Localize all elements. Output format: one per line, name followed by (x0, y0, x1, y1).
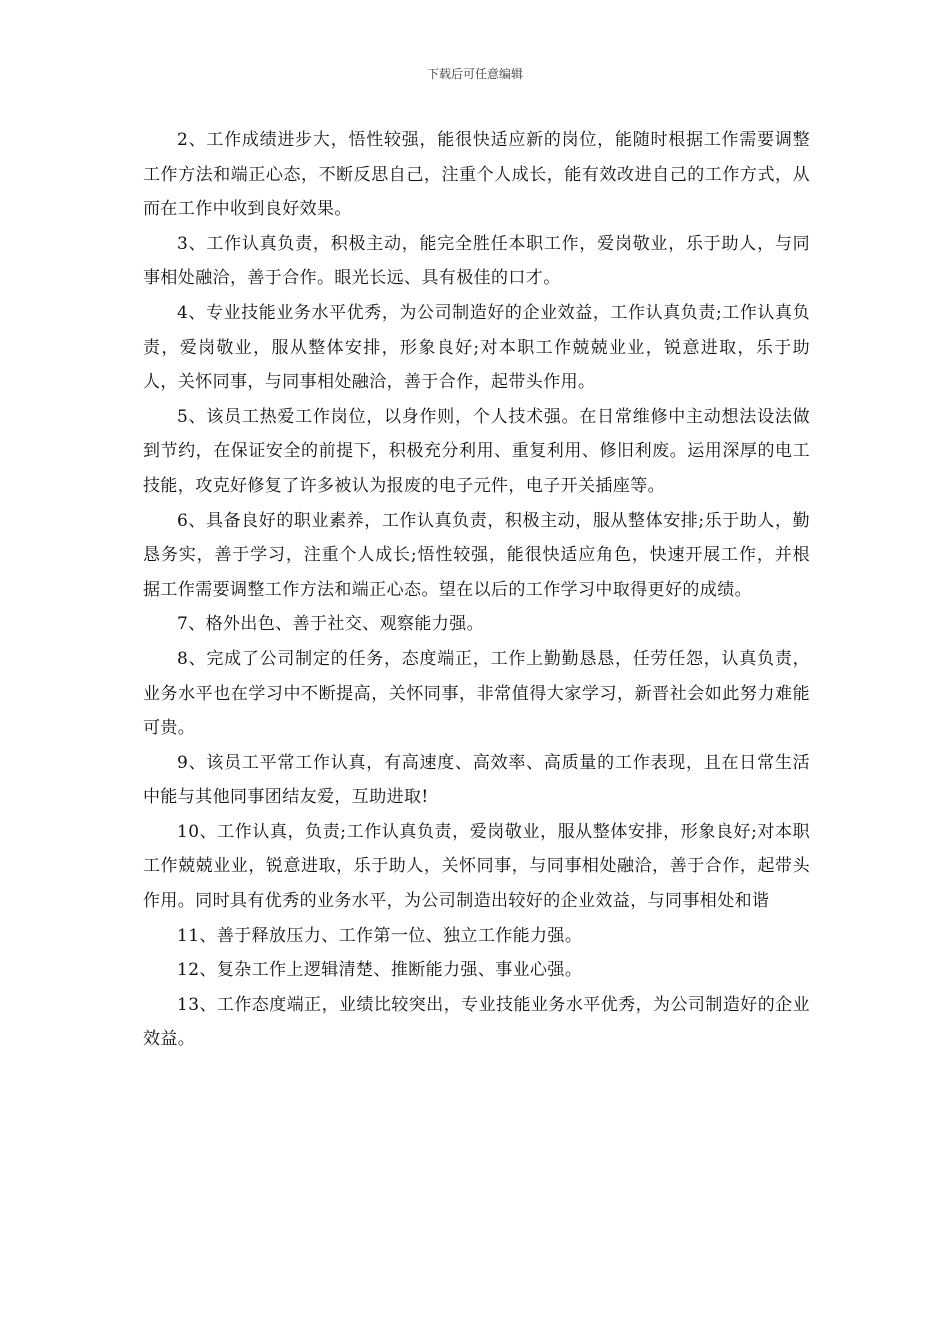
paragraph-item-8: 8、完成了公司制定的任务，态度端正，工作上勤勤恳恳，任劳任怨，认真负责，业务水平也在学习中不断提高，关怀同事，非常值得大家学习，新晋社会如此努力难能可贵。 (143, 648, 810, 739)
document-body (143, 123, 810, 1057)
paragraph-item-9: 9、该员工平常工作认真，有高速度、高效率、高质量的工作表现，且在日常生活中能与其他同事团结友爱，互助进取! (143, 752, 810, 808)
paragraph-item-2: 2、工作成绩进步大，悟性较强，能很快适应新的岗位，能随时根据工作需要调整工作方法和端正心态，不断反思自己，注重个人成长，能有效改进自己的工作方式，从而在工作中收到良好效果。 (143, 130, 810, 220)
paragraph-item-12: 12、复杂工作上逻辑清楚、推断能力强、事业心强。 (177, 960, 583, 981)
paragraph-item-4: 4、专业技能业务水平优秀，为公司制造好的企业效益，工作认真负责;工作认真负责，爱岗敬业，服从整体安排，形象良好;对本职工作兢兢业业，锐意进取，乐于助人，关怀同事，与同事相处融洽，善于合作，起带头作用。 (143, 302, 810, 393)
paragraph-item-13: 13、工作态度端正，业绩比较突出，专业技能业务水平优秀，为公司制造好的企业效益。 (143, 994, 810, 1050)
paragraph-item-11: 11、善于释放压力、工作第一位、独立工作能力强。 (177, 925, 583, 946)
paragraph-item-3: 3、工作认真负责，积极主动，能完全胜任本职工作，爱岗敬业，乐于助人，与同事相处融洽，善于合作。眼光长远、具有极佳的口才。 (143, 233, 810, 289)
page-header: 下载后可任意编辑 (426, 67, 523, 81)
paragraph-item-6: 6、具备良好的职业素养，工作认真负责，积极主动，服从整体安排;乐于助人，勤恳务实，善于学习，注重个人成长;悟性较强，能很快适应角色，快速开展工作，并根据工作需要调整工作方法和端正心态。望在以后的工作学习中取得更好的成绩。 (143, 510, 810, 600)
paragraph-item-5: 5、该员工热爱工作岗位，以身作则，个人技术强。在日常维修中主动想法设法做到节约，在保证安全的前提下，积极充分利用、重复利用、修旧利废。运用深厚的电工技能，攻克好修复了许多被认为报废的电子元件，电子开关插座等。 (143, 406, 810, 496)
paragraph-item-10: 10、工作认真，负责;工作认真负责，爱岗敬业，服从整体安排，形象良好;对本职工作兢兢业业，锐意进取，乐于助人，关怀同事，与同事相处融洽，善于合作，起带头作用。同时具有优秀的业务水平，为公司制造出较好的企业效益，与同事相处和谐 (143, 821, 810, 912)
paragraph-item-7: 7、格外出色、善于社交、观察能力强。 (177, 614, 485, 635)
